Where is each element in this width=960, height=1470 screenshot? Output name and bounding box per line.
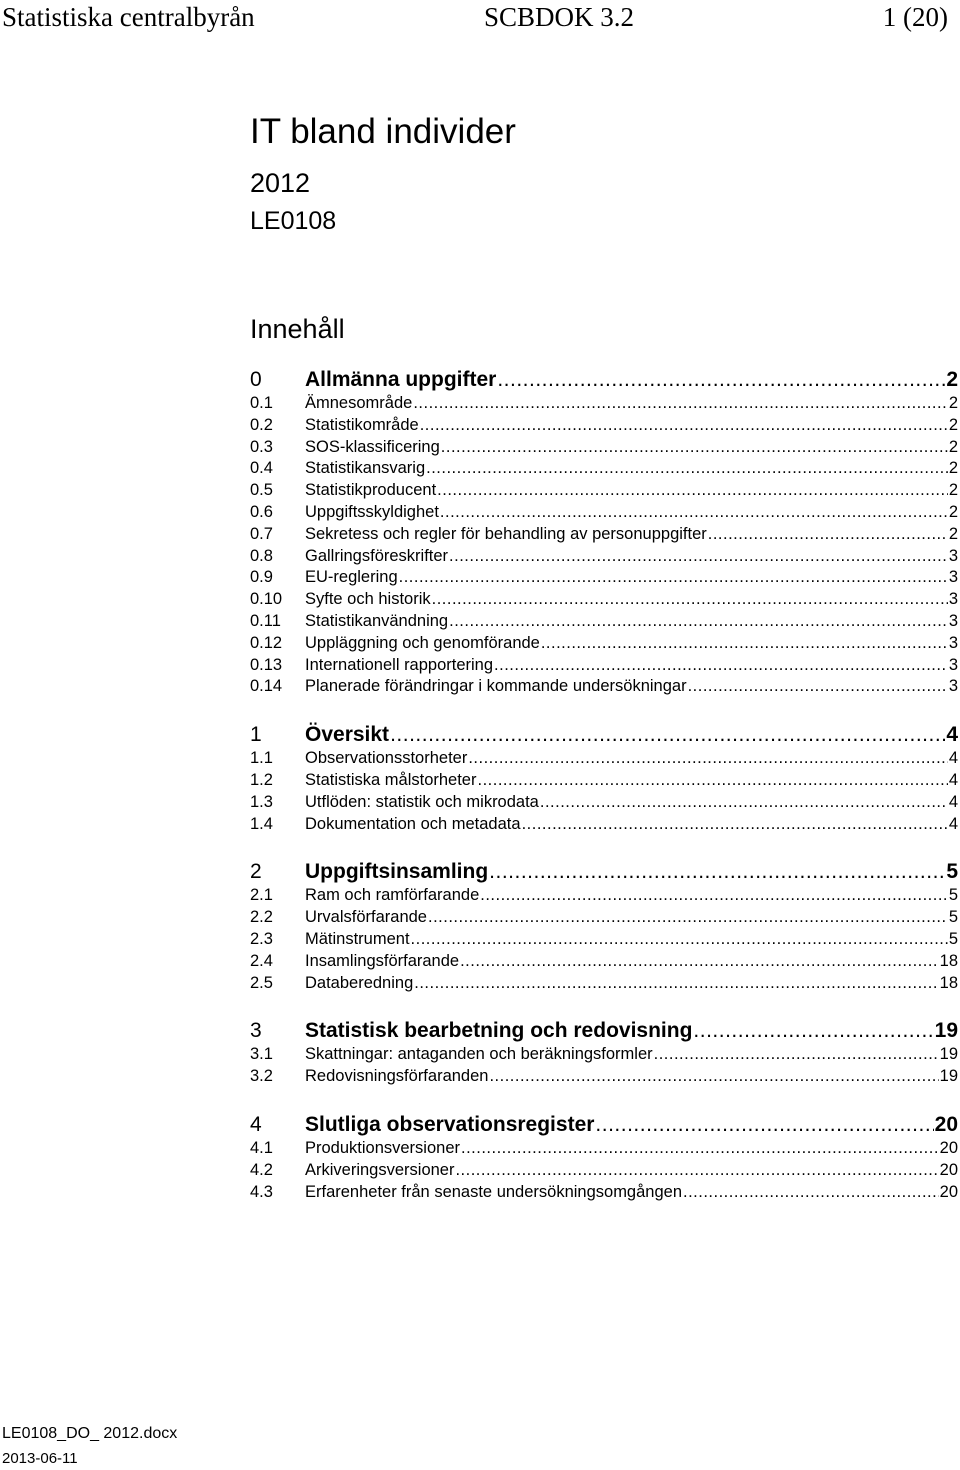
toc-dot-leader xyxy=(489,860,945,884)
toc-entry-label: Statistiska målstorheter xyxy=(305,771,477,789)
toc-dot-leader xyxy=(432,590,948,609)
toc-entry-label: Internationell rapportering xyxy=(305,655,494,674)
toc-entry-page: 3 xyxy=(948,568,958,587)
toc-entry-page: 4 xyxy=(948,792,958,811)
toc-entry-label: EU-reglering xyxy=(305,568,398,587)
toc-entry-label: Slutliga observationsregister xyxy=(305,1113,595,1136)
toc-entry-page: 2 xyxy=(948,459,958,478)
toc-entry-page: 3 xyxy=(948,655,958,674)
toc-entry-page: 19 xyxy=(939,1045,958,1064)
toc-dot-leader xyxy=(708,525,948,544)
toc-entry-number: 2.3 xyxy=(250,930,273,948)
toc-entry[interactable] xyxy=(250,749,958,771)
toc-entry[interactable] xyxy=(250,723,958,751)
toc-entry-label: Arkiveringsversioner xyxy=(305,1160,455,1179)
toc-entry-label: Allmänna uppgifter xyxy=(305,368,497,391)
toc-entry-page: 5 xyxy=(946,860,958,884)
toc-entry-number: 2.4 xyxy=(250,951,273,970)
toc-entry[interactable] xyxy=(250,793,958,815)
toc-entry-page: 2 xyxy=(948,394,958,412)
toc-entry-page: 19 xyxy=(939,1067,958,1086)
toc-entry-label: Utflöden: statistik och mikrodata xyxy=(305,792,539,811)
toc-dot-leader xyxy=(688,677,948,696)
toc-entry-label: Statistikområde xyxy=(305,415,419,434)
toc-entry-number: 3.2 xyxy=(250,1067,273,1086)
toc-entry-label: Ämnesområde xyxy=(305,394,413,412)
toc-entry-page: 4 xyxy=(946,723,958,747)
toc-entry-label: Planerade förändringar i kommande undersökningar xyxy=(305,677,687,696)
toc-dot-leader xyxy=(413,394,948,413)
toc-entry-number: 3.1 xyxy=(250,1045,273,1064)
toc-entry-number: 0.6 xyxy=(250,503,273,521)
toc-entry-page: 4 xyxy=(948,814,958,833)
toc-entry-number: 0.9 xyxy=(250,568,273,587)
toc-entry[interactable] xyxy=(250,886,958,908)
toc-dot-leader xyxy=(441,438,948,457)
toc-entry-label: Skattningar: antaganden och beräkningsformler xyxy=(305,1045,653,1064)
toc-entry-label: Erfarenheter från senaste undersökningsomgången xyxy=(305,1182,682,1201)
toc-entry-number: 1.3 xyxy=(250,792,273,811)
toc-dot-leader xyxy=(411,930,948,949)
toc-entry-page: 3 xyxy=(948,612,958,630)
toc-dot-leader xyxy=(437,481,948,500)
toc-entry[interactable] xyxy=(250,952,958,974)
toc-entry[interactable] xyxy=(250,568,958,590)
toc-dot-leader xyxy=(399,568,948,587)
toc-entry-page: 5 xyxy=(948,930,958,948)
toc-entry-label: Insamlingsförfarande xyxy=(305,951,460,970)
toc-entry-number: 1.2 xyxy=(250,771,273,789)
toc-entry-page: 3 xyxy=(948,633,958,652)
toc-entry[interactable] xyxy=(250,815,958,837)
toc-entry-number: 1.4 xyxy=(250,814,273,833)
toc-entry-label: Gallringsföreskrifter xyxy=(305,546,449,565)
page-info: 1 (20) xyxy=(882,2,948,32)
toc-entry-page: 3 xyxy=(948,590,958,609)
toc-entry-number: 0.14 xyxy=(250,677,283,696)
toc-dot-leader xyxy=(693,1019,933,1043)
toc-entry-label: Dokumentation och metadata xyxy=(305,814,521,833)
toc-entry-page: 20 xyxy=(934,1113,958,1136)
toc-entry-page: 3 xyxy=(948,546,958,565)
toc-entry[interactable] xyxy=(250,908,958,930)
toc-entry-number: 0 xyxy=(250,368,262,391)
toc-entry-number: 0.5 xyxy=(250,481,273,500)
toc-entry-label: Uppgiftsinsamling xyxy=(305,860,489,884)
toc-entry-label: Ram och ramförfarande xyxy=(305,886,480,905)
toc-entry-label: Statistikanvändning xyxy=(305,612,449,630)
toc-dot-leader xyxy=(522,815,948,834)
toc-entry-label: Statistikansvarig xyxy=(305,459,426,478)
toc-entry[interactable] xyxy=(250,481,958,503)
toc-entry[interactable] xyxy=(250,459,958,481)
toc-dot-leader xyxy=(461,1139,939,1158)
toc-entry-page: 3 xyxy=(948,677,958,696)
toc-entry-number: 2.5 xyxy=(250,973,273,992)
toc-entry-page: 2 xyxy=(948,415,958,434)
toc-entry-number: 2.2 xyxy=(250,908,273,927)
toc-entry-label: Sekretess och regler för behandling av personuppgifter xyxy=(305,524,707,543)
toc-dot-leader xyxy=(497,368,945,392)
toc-entry-number: 4.1 xyxy=(250,1139,273,1157)
toc-entry[interactable] xyxy=(250,771,958,793)
toc-entry-number: 4.3 xyxy=(250,1182,273,1201)
toc-entry-page: 4 xyxy=(948,749,958,768)
toc-entry-number: 0.8 xyxy=(250,546,273,565)
toc-dot-leader xyxy=(420,416,948,435)
toc-dot-leader xyxy=(595,1113,933,1137)
toc-entry-label: Databeredning xyxy=(305,973,414,992)
toc-dot-leader xyxy=(480,886,948,905)
toc-entry-number: 0.10 xyxy=(250,590,283,609)
toc-dot-leader xyxy=(477,771,947,790)
footer-date: 2013-06-11 xyxy=(2,1450,78,1467)
toc-entry-label: Mätinstrument xyxy=(305,930,410,948)
toc-entry-number: 1 xyxy=(250,723,262,747)
toc-entry-number: 4 xyxy=(250,1113,262,1136)
toc-entry[interactable] xyxy=(250,860,958,888)
toc-entry-label: Syfte och historik xyxy=(305,590,431,609)
toc-dot-leader xyxy=(428,908,948,927)
toc-entry[interactable] xyxy=(250,503,958,525)
toc-dot-leader xyxy=(455,1161,938,1180)
toc-entry-number: 3 xyxy=(250,1019,262,1043)
toc-entry-label: Statistisk bearbetning och redovisning xyxy=(305,1019,693,1043)
toc-dot-leader xyxy=(494,656,948,675)
toc-dot-leader xyxy=(654,1045,939,1064)
toc-entry-number: 1.1 xyxy=(250,749,273,768)
toc-entry-number: 4.2 xyxy=(250,1160,273,1179)
toc-entry[interactable] xyxy=(250,438,958,460)
toc-dot-leader xyxy=(468,749,947,768)
toc-entry-number: 0.11 xyxy=(250,612,281,630)
toc-dot-leader xyxy=(449,612,948,631)
document-code: LE0108 xyxy=(250,207,337,235)
toc-entry-label: Uppläggning och genomförande xyxy=(305,633,540,652)
toc-entry-label: Produktionsversioner xyxy=(305,1139,460,1157)
toc-entry[interactable] xyxy=(250,656,958,678)
toc-entry-page: 2 xyxy=(948,481,958,500)
organization-name: Statistiska centralbyrån xyxy=(2,2,255,32)
toc-entry-number: 0.13 xyxy=(250,655,283,674)
toc-entry-number: 0.7 xyxy=(250,524,273,543)
toc-entry[interactable] xyxy=(250,394,958,416)
toc-entry[interactable] xyxy=(250,612,958,634)
toc-entry-label: Redovisningsförfaranden xyxy=(305,1067,489,1086)
toc-dot-leader xyxy=(440,503,948,522)
toc-entry[interactable] xyxy=(250,974,958,996)
toc-dot-leader xyxy=(414,974,938,993)
toc-entry-page: 2 xyxy=(948,437,958,456)
toc-entry-page: 2 xyxy=(948,524,958,543)
toc-entry-number: 0.1 xyxy=(250,394,273,412)
toc-entry-number: 0.3 xyxy=(250,437,273,456)
toc-entry-page: 2 xyxy=(948,503,958,521)
toc-entry-label: SOS-klassificering xyxy=(305,437,440,456)
toc-entry-label: Urvalsförfarande xyxy=(305,908,427,927)
toc-entry-label: Statistikproducent xyxy=(305,481,437,500)
toc-entry[interactable] xyxy=(250,416,958,438)
toc-title: Innehåll xyxy=(250,314,345,344)
toc-entry[interactable] xyxy=(250,1139,958,1161)
document-title: IT bland individer xyxy=(250,112,516,151)
toc-entry[interactable] xyxy=(250,547,958,569)
toc-entry-number: 2.1 xyxy=(250,886,273,905)
toc-entry-number: 0.4 xyxy=(250,459,273,478)
toc-dot-leader xyxy=(449,547,948,566)
toc-entry[interactable] xyxy=(250,368,958,396)
toc-entry-page: 5 xyxy=(948,908,958,927)
footer-filename: LE0108_DO_ 2012.docx xyxy=(2,1425,178,1442)
document-id: SCBDOK 3.2 xyxy=(484,2,635,32)
toc-entry[interactable] xyxy=(250,1183,958,1205)
toc-entry[interactable] xyxy=(250,1067,958,1089)
page-header xyxy=(0,2,960,42)
toc-entry-page: 20 xyxy=(939,1139,958,1157)
toc-entry[interactable] xyxy=(250,1113,958,1141)
toc-dot-leader xyxy=(460,952,939,971)
toc-entry-label: Observationsstorheter xyxy=(305,749,468,768)
toc-entry-page: 18 xyxy=(939,951,958,970)
toc-entry[interactable] xyxy=(250,634,958,656)
toc-entry-page: 19 xyxy=(934,1019,958,1043)
toc-entry-number: 0.12 xyxy=(250,633,283,652)
toc-entry-number: 0.2 xyxy=(250,415,273,434)
toc-entry[interactable] xyxy=(250,1161,958,1183)
document-year: 2012 xyxy=(250,168,311,198)
toc-entry[interactable] xyxy=(250,677,958,699)
toc-dot-leader xyxy=(426,459,948,478)
toc-entry[interactable] xyxy=(250,1019,958,1047)
toc-dot-leader xyxy=(390,723,945,747)
toc-dot-leader xyxy=(541,634,948,653)
toc-entry-number: 2 xyxy=(250,860,262,884)
toc-entry-page: 18 xyxy=(939,973,958,992)
toc-entry[interactable] xyxy=(250,930,958,952)
toc-entry-page: 5 xyxy=(948,886,958,905)
toc-entry[interactable] xyxy=(250,525,958,547)
toc-entry-page: 20 xyxy=(939,1182,958,1201)
toc-dot-leader xyxy=(540,793,948,812)
toc-entry-page: 20 xyxy=(939,1160,958,1179)
toc-entry-label: Översikt xyxy=(305,723,390,747)
toc-entry[interactable] xyxy=(250,590,958,612)
toc-entry-page: 2 xyxy=(946,368,958,391)
toc-entry[interactable] xyxy=(250,1045,958,1067)
toc-entry-label: Uppgiftsskyldighet xyxy=(305,503,439,521)
toc-entry-page: 4 xyxy=(948,771,958,789)
toc-dot-leader xyxy=(489,1067,938,1086)
toc-dot-leader xyxy=(683,1183,939,1202)
